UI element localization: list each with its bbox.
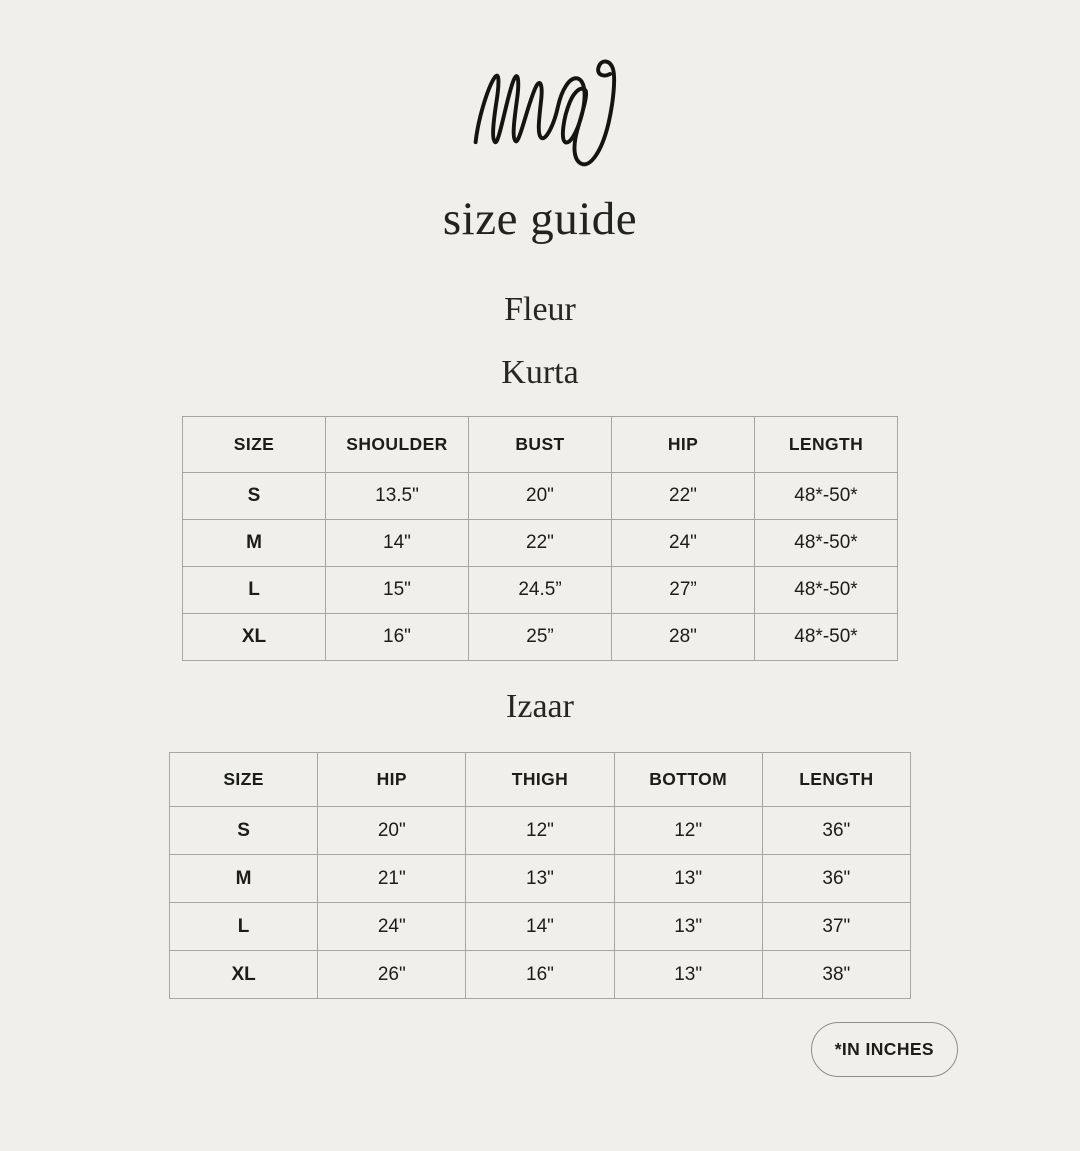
- measurement-cell: 13": [614, 903, 762, 951]
- measurement-cell: 24.5”: [469, 566, 612, 613]
- column-header: BOTTOM: [614, 753, 762, 807]
- measurement-cell: 14": [466, 903, 614, 951]
- measurement-cell: 48*-50*: [755, 613, 898, 660]
- measurement-cell: 13": [614, 855, 762, 903]
- size-cell: M: [183, 519, 326, 566]
- measurement-cell: 16": [326, 613, 469, 660]
- column-header: THIGH: [466, 753, 614, 807]
- kurta-section: [0, 354, 1080, 660]
- table-row: [170, 903, 911, 951]
- measurement-cell: 16": [466, 951, 614, 999]
- column-header: SIZE: [170, 753, 318, 807]
- measurement-cell: 21": [318, 855, 466, 903]
- measurement-cell: 20": [318, 807, 466, 855]
- product-name: Fleur: [504, 291, 576, 328]
- measurement-cell: 13": [466, 855, 614, 903]
- section-heading-izaar: Izaar: [506, 687, 574, 725]
- section-heading-kurta: Kurta: [501, 354, 579, 392]
- column-header: HIP: [318, 753, 466, 807]
- size-cell: L: [183, 566, 326, 613]
- measurement-cell: 38": [762, 951, 910, 999]
- size-cell: XL: [170, 951, 318, 999]
- measurement-cell: 37": [762, 903, 910, 951]
- column-header: SHOULDER: [326, 416, 469, 472]
- measurement-cell: 12": [614, 807, 762, 855]
- table-row: [183, 519, 898, 566]
- size-cell: S: [170, 807, 318, 855]
- izaar-size-table: [169, 752, 911, 999]
- column-header: SIZE: [183, 416, 326, 472]
- table-row: [183, 566, 898, 613]
- measurement-cell: 12": [466, 807, 614, 855]
- brand-logo-container: [0, 0, 1080, 172]
- measurement-cell: 48*-50*: [755, 472, 898, 519]
- column-header: HIP: [612, 416, 755, 472]
- measurement-cell: 14": [326, 519, 469, 566]
- table-row: [170, 807, 911, 855]
- table-row: [183, 472, 898, 519]
- size-cell: M: [170, 855, 318, 903]
- izaar-section: [0, 688, 1080, 999]
- units-badge: *IN INCHES: [811, 1022, 958, 1077]
- kurta-size-table: [182, 416, 898, 661]
- measurement-cell: 25”: [469, 613, 612, 660]
- measurement-cell: 36": [762, 855, 910, 903]
- size-cell: XL: [183, 613, 326, 660]
- table-row: [170, 951, 911, 999]
- measurement-cell: 26": [318, 951, 466, 999]
- table-header-row: [170, 753, 911, 807]
- measurement-cell: 48*-50*: [755, 519, 898, 566]
- measurement-cell: 36": [762, 807, 910, 855]
- measurement-cell: 22": [612, 472, 755, 519]
- size-cell: L: [170, 903, 318, 951]
- table-row: [183, 613, 898, 660]
- badge-row: [0, 1022, 1080, 1077]
- measurement-cell: 13": [614, 951, 762, 999]
- size-cell: S: [183, 472, 326, 519]
- measurement-cell: 22": [469, 519, 612, 566]
- column-header: LENGTH: [755, 416, 898, 472]
- measurement-cell: 24": [612, 519, 755, 566]
- column-header: BUST: [469, 416, 612, 472]
- measurement-cell: 27”: [612, 566, 755, 613]
- measurement-cell: 13.5": [326, 472, 469, 519]
- table-header-row: [183, 416, 898, 472]
- measurement-cell: 15": [326, 566, 469, 613]
- measurement-cell: 24": [318, 903, 466, 951]
- ma-signature-logo-icon: [458, 46, 622, 172]
- page-title: size guide: [442, 193, 638, 245]
- measurement-cell: 28": [612, 613, 755, 660]
- table-row: [170, 855, 911, 903]
- measurement-cell: 20": [469, 472, 612, 519]
- column-header: LENGTH: [762, 753, 910, 807]
- measurement-cell: 48*-50*: [755, 566, 898, 613]
